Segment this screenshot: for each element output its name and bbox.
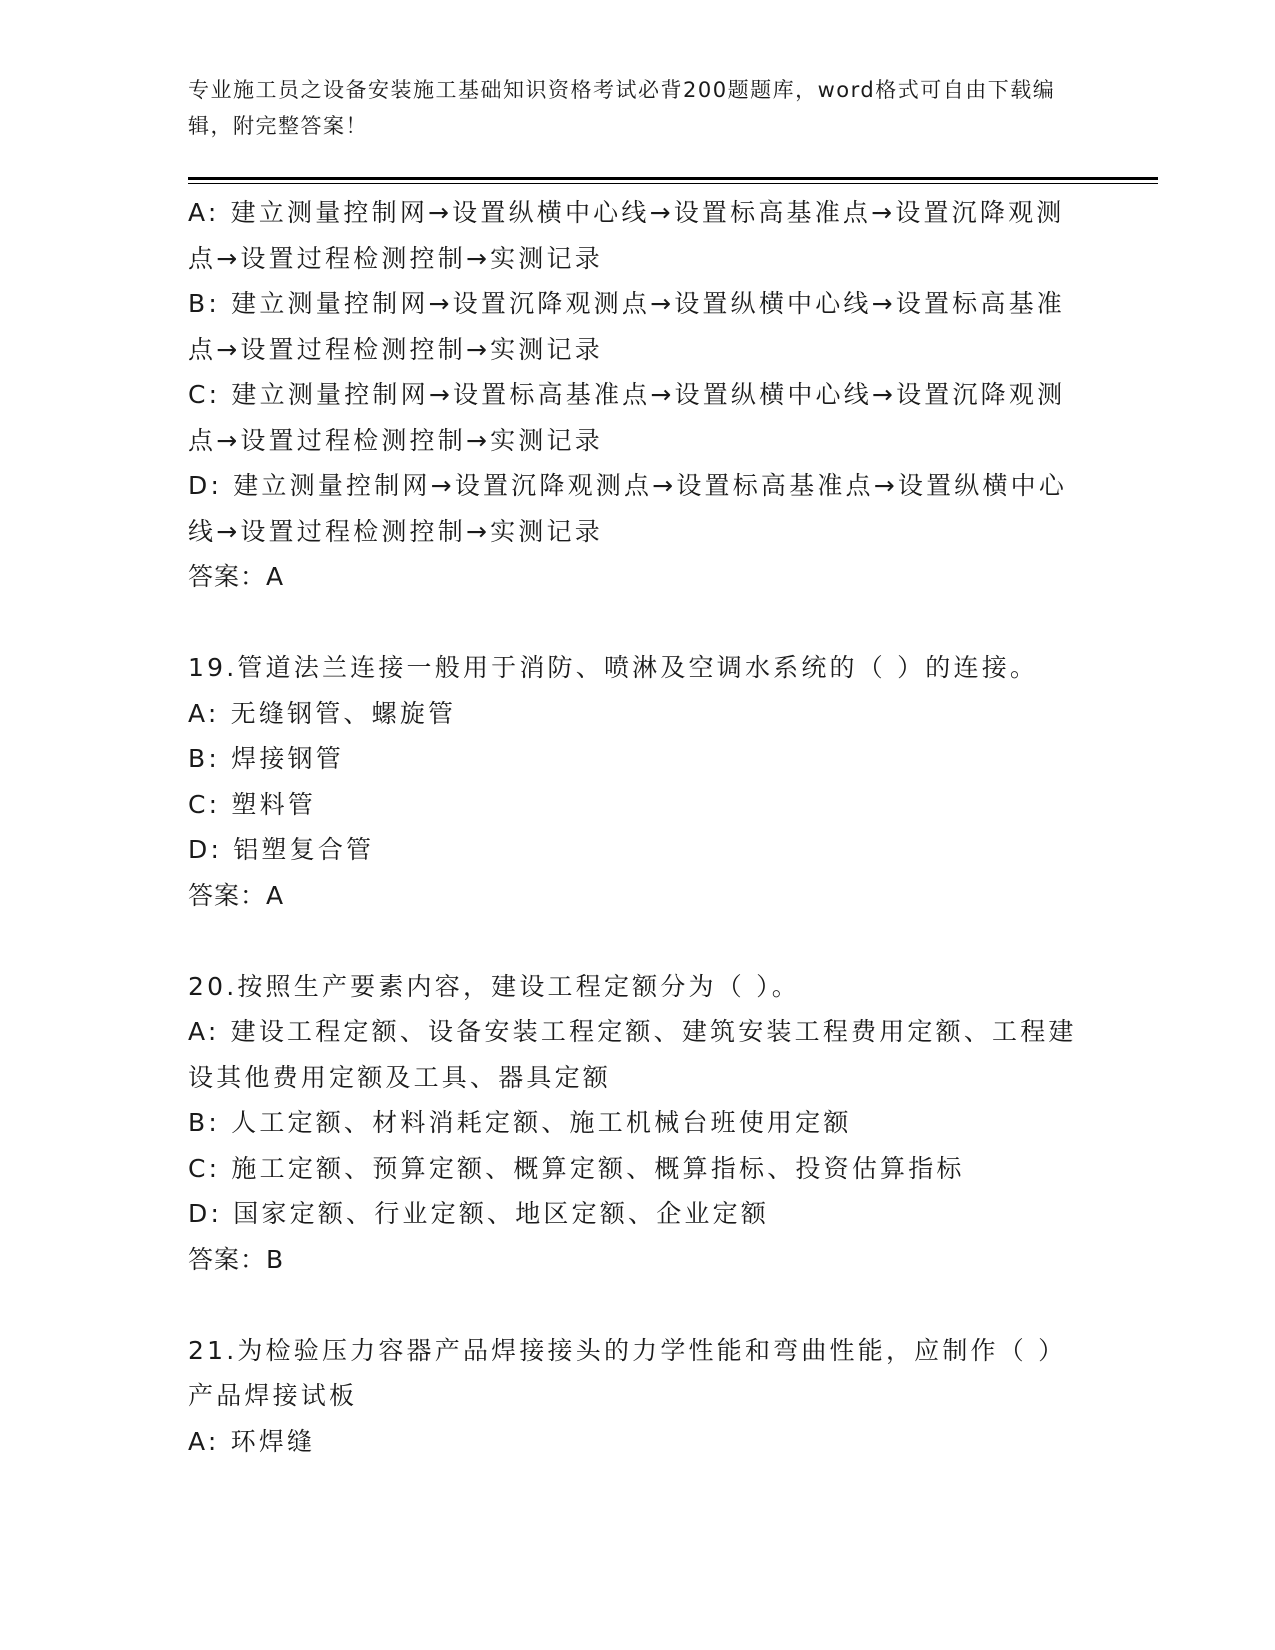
option-text: C: 建立测量控制网→设置标高基准点→设置纵横中心线→设置沉降观测点→设置过程检测控制→实测记录 (188, 380, 1066, 455)
answer-text: 答案：A (188, 880, 285, 910)
option-text: A: 建设工程定额、设备安装工程定额、建筑安装工程费用定额、工程建设其他费用定额及工具、器具定额 (188, 1017, 1077, 1092)
option-text: D: 国家定额、行业定额、地区定额、企业定额 (188, 1199, 770, 1228)
option-text: A: 建立测量控制网→设置纵横中心线→设置标高基准点→设置沉降观测点→设置过程检测控制→实测记录 (188, 198, 1065, 273)
option-text: D: 铝塑复合管 (188, 835, 375, 864)
header-rule-thick (188, 177, 1158, 180)
document-header: 专业施工员之设备安装施工基础知识资格考试必背200题题库，word格式可自由下载编辑，附完整答案！ (188, 78, 1056, 138)
question-text: 21.为检验压力容器产品焊接接头的力学性能和弯曲性能，应制作（ ）产品焊接试板 (188, 1335, 1067, 1410)
answer-text: 答案：A (188, 562, 285, 591)
header-rule-thin (188, 183, 1158, 184)
option-text: C: 施工定额、预算定额、概算定额、概算指标、投资估算指标 (188, 1153, 965, 1183)
question-text: 19.管道法兰连接一般用于消防、喷淋及空调水系统的（ ）的连接。 (188, 653, 1039, 682)
question-list (188, 190, 1088, 1464)
option-text: B: 人工定额、材料消耗定额、施工机械台班使用定额 (188, 1108, 852, 1137)
question-text: 20.按照生产要素内容，建设工程定额分为（ ）。 (188, 971, 801, 1001)
answer-text: 答案：B (188, 1244, 285, 1274)
option-text: B: 焊接钢管 (188, 744, 344, 773)
option-text: C: 塑料管 (188, 789, 317, 819)
question-spacer (188, 1282, 1088, 1328)
option-text: A: 无缝钢管、螺旋管 (188, 698, 457, 728)
option-text: A: 环焊缝 (188, 1426, 316, 1456)
option-text: B: 建立测量控制网→设置沉降观测点→设置纵横中心线→设置标高基准点→设置过程检测控制→实测记录 (188, 289, 1065, 364)
option-text: D: 建立测量控制网→设置沉降观测点→设置标高基准点→设置纵横中心线→设置过程检测控制→实测记录 (188, 471, 1068, 546)
question-spacer (188, 600, 1088, 646)
question-spacer (188, 918, 1088, 964)
